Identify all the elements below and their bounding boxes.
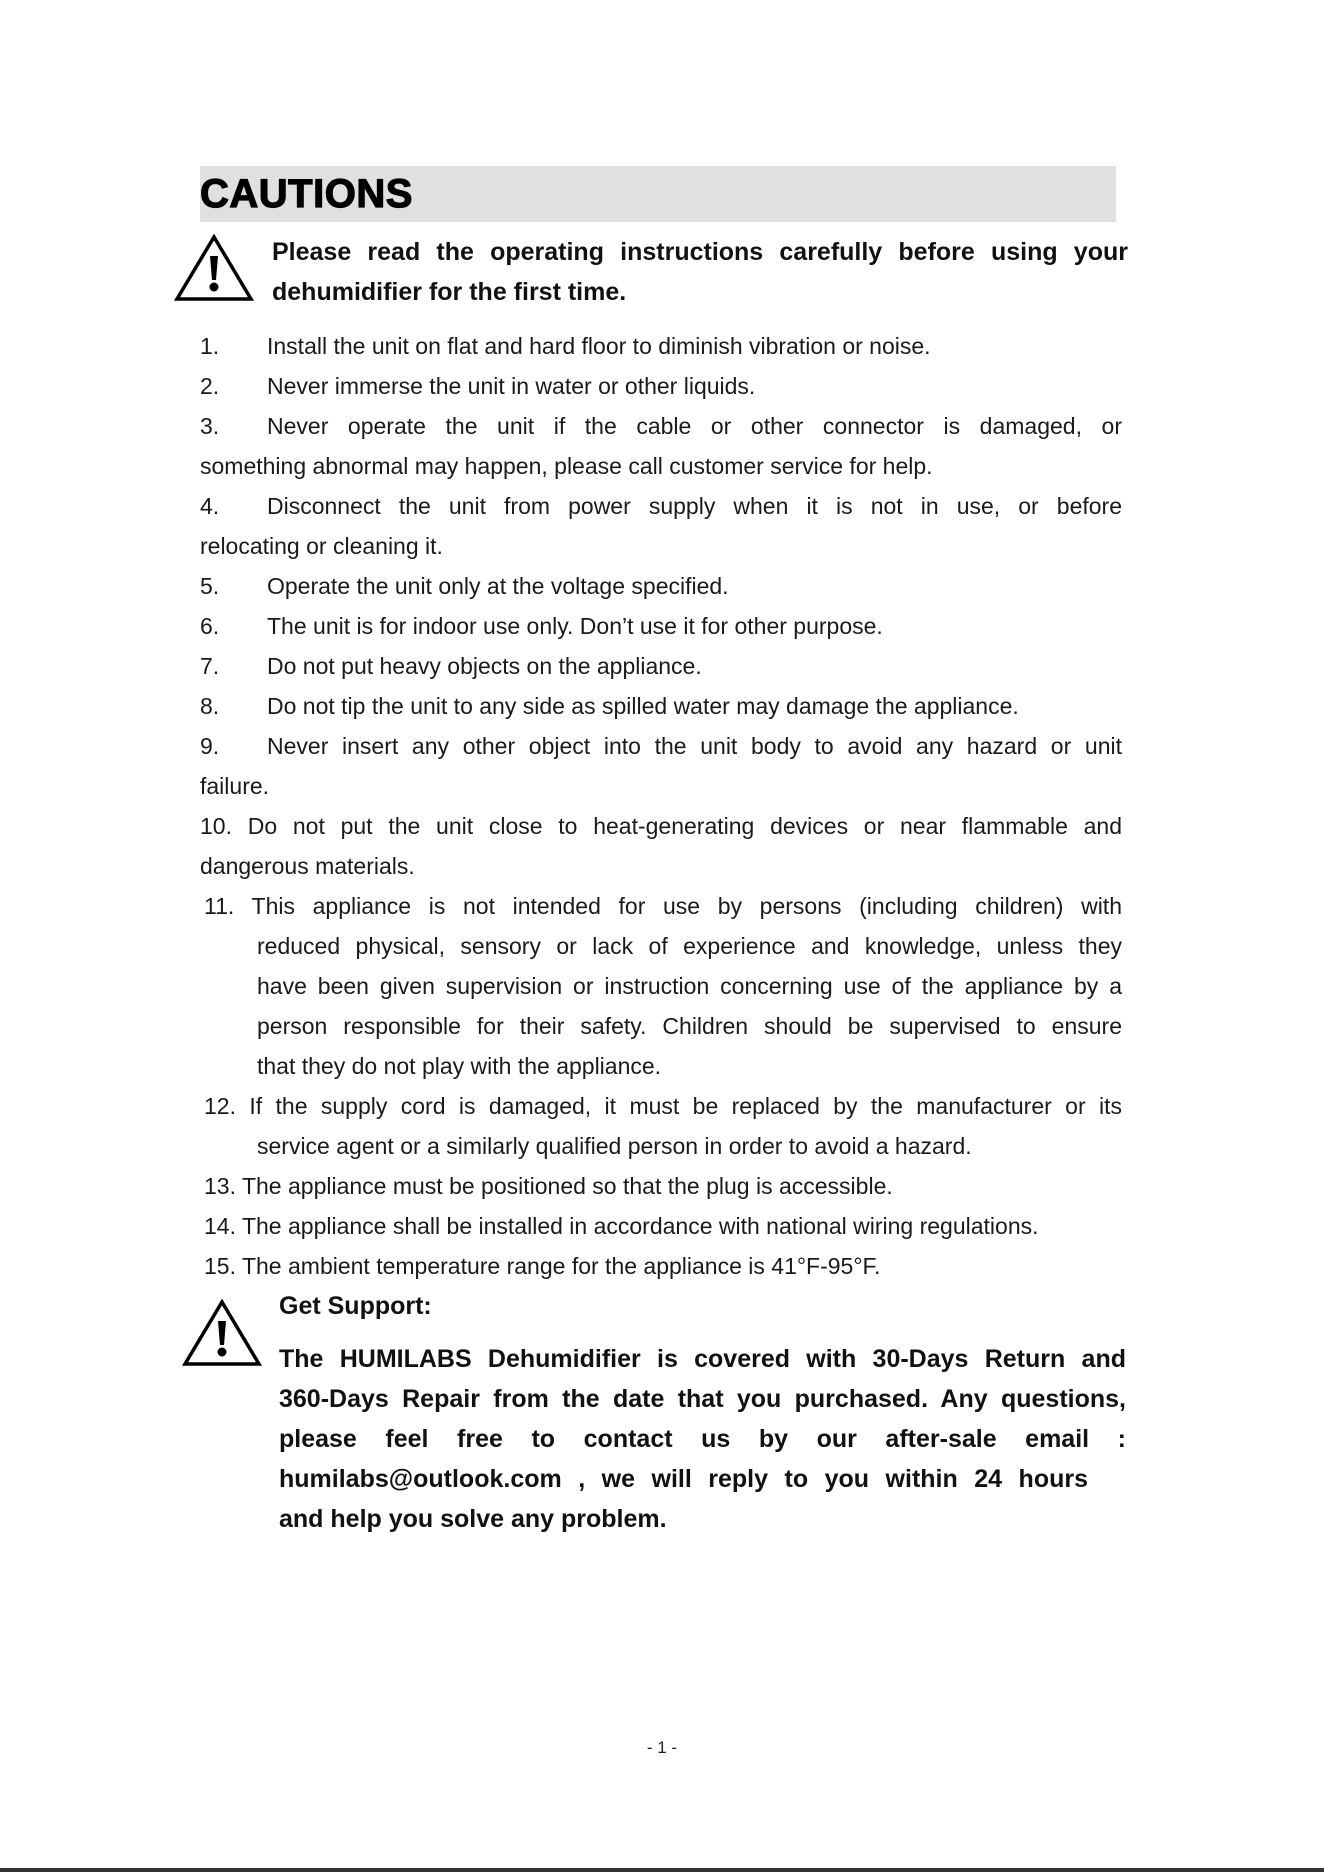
support-email-line: humilabs@outlook.com , we will reply to you within 24 hours xyxy=(279,1465,1088,1493)
list-item: 9. Never insert any other object into the unit body to avoid any hazard or unit failure. xyxy=(200,733,1122,799)
support-line: The HUMILABS Dehumidifier is covered with 30-Days Return and xyxy=(279,1345,1126,1373)
support-line: 360-Days Repair from the date that you purchased. Any questions, xyxy=(279,1385,1126,1413)
list-item: 11. This appliance is not intended for use by persons (including children) with reduced physical, sensory or lack of experience and knowledge, unless they have been given supervision or instruction concerning use of the appliance by a person responsible for their safety. Children should be supervised to ensure that they do not play with the appliance. xyxy=(204,893,1122,1079)
support-line: and help you solve any problem. xyxy=(279,1505,667,1533)
support-heading: Get Support: xyxy=(279,1292,432,1320)
page-bottom-border xyxy=(0,1868,1324,1872)
list-item: 5. Operate the unit only at the voltage specified. xyxy=(200,573,729,599)
support-line: please feel free to contact us by our after-sale email : xyxy=(279,1425,1126,1453)
list-item: 4. Disconnect the unit from power supply when it is not in use, or before relocating or cleaning it. xyxy=(200,493,1122,559)
intro-warning-text xyxy=(272,232,1128,312)
warning-triangle-icon xyxy=(174,234,254,302)
list-item: 15. The ambient temperature range for the appliance is 41°F-95°F. xyxy=(204,1253,881,1279)
list-item: 14. The appliance shall be installed in accordance with national wiring regulations. xyxy=(204,1213,1039,1239)
list-item: 10. Do not put the unit close to heat-generating devices or near flammable and dangerous materials. xyxy=(200,813,1122,879)
intro-line-2: dehumidifier for the first time. xyxy=(272,278,627,306)
intro-line-1: Please read the operating instructions carefully before using your xyxy=(272,238,1128,266)
list-item: 8. Do not tip the unit to any side as spilled water may damage the appliance. xyxy=(200,693,1019,719)
list-item: 3. Never operate the unit if the cable or other connector is damaged, or something abnormal may happen, please call customer service for help. xyxy=(200,413,1122,479)
list-item: 6. The unit is for indoor use only. Don’t use it for other purpose. xyxy=(200,613,883,639)
list-item: 13. The appliance must be positioned so that the plug is accessible. xyxy=(204,1173,893,1199)
cautions-title-bar xyxy=(200,166,1116,222)
support-text xyxy=(279,1339,1126,1539)
warning-triangle-icon xyxy=(182,1299,262,1367)
list-item: 1. Install the unit on flat and hard floor to diminish vibration or noise. xyxy=(200,333,931,359)
list-item: 7. Do not put heavy objects on the appliance. xyxy=(200,653,702,679)
list-item: 2. Never immerse the unit in water or other liquids. xyxy=(200,373,756,399)
page-number: - 1 - xyxy=(646,1738,678,1757)
page-title: CAUTIONS xyxy=(200,172,413,216)
list-item: 12. If the supply cord is damaged, it must be replaced by the manufacturer or its service agent or a similarly qualified person in order to avoid a hazard. xyxy=(204,1093,1122,1159)
